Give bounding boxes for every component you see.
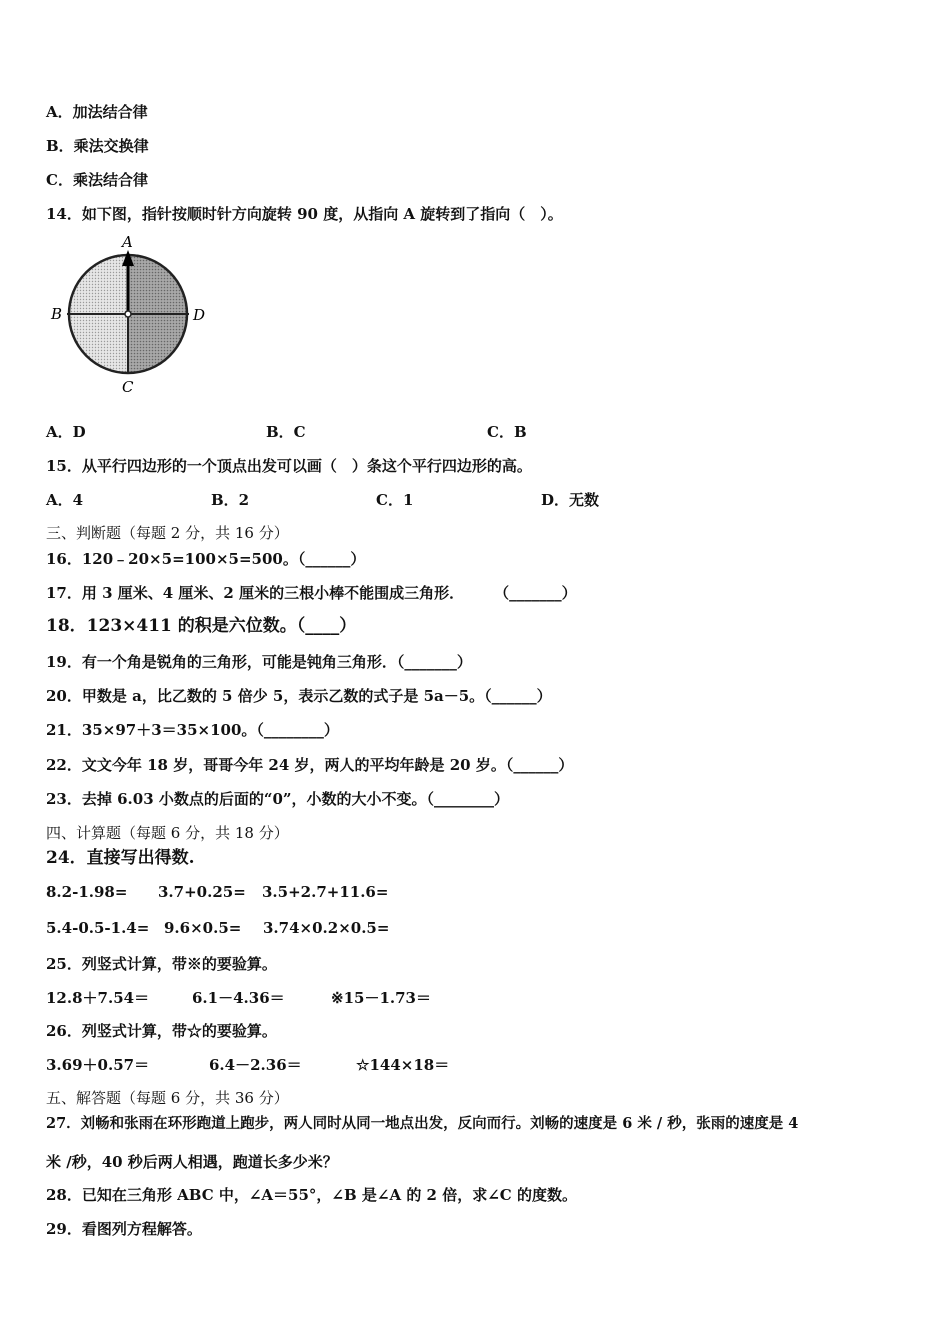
center-pivot — [125, 311, 131, 317]
q24-r1-item2: 3.7+0.25= — [158, 883, 246, 901]
q29: 29．看图列方程解答。 — [46, 1220, 202, 1238]
section5-heading: 五、解答题（每题 6 分，共 36 分） — [46, 1089, 289, 1107]
label-c: C — [122, 378, 134, 396]
q13-option-b: B．乘法交换律 — [46, 137, 149, 155]
q14-option-b: B．C — [266, 423, 306, 441]
q26-stem: 26．列竖式计算，带☆的要验算。 — [46, 1022, 277, 1040]
q25-stem: 25．列竖式计算，带※的要验算。 — [46, 955, 277, 973]
q15-option-b: B．2 — [211, 491, 250, 509]
q17: 17．用 3 厘米、4 厘米、2 厘米的三根小棒不能围成三角形． （_______） — [46, 584, 577, 602]
q14-circle-figure — [46, 232, 216, 397]
q24-stem: 24．直接写出得数. — [46, 848, 195, 868]
q27-line2: 米 /秒，40 秒后两人相遇，跑道长多少米？ — [46, 1153, 338, 1171]
q15-option-a: A．4 — [46, 491, 84, 509]
q25-item2: 6.1－4.36＝ — [192, 989, 285, 1007]
q16: 16．120﹣20×5=100×5=500。（______） — [46, 550, 366, 568]
q23: 23．去掉 6.03 小数点的后面的“0”，小数的大小不变。（________） — [46, 790, 510, 808]
q19: 19．有一个角是锐角的三角形，可能是钝角三角形．（_______） — [46, 653, 472, 671]
q22: 22．文文今年 18 岁，哥哥今年 24 岁，两人的平均年龄是 20 岁。（______） — [46, 756, 574, 774]
q26-item2: 6.4－2.36＝ — [209, 1056, 302, 1074]
q13-option-a: A．加法结合律 — [46, 103, 148, 121]
q27-line1: 27．刘畅和张雨在环形跑道上跑步，两人同时从同一地点出发，反向而行。刘畅的速度是 6 米 / 秒，张雨的速度是 4 — [46, 1115, 799, 1132]
q26-item1: 3.69＋0.57＝ — [46, 1056, 150, 1074]
q24-r1-item1: 8.2-1.98= — [46, 883, 128, 901]
label-b: B — [51, 305, 63, 323]
q15-option-d: D．无数 — [541, 491, 600, 509]
q15-option-c: C．1 — [376, 491, 414, 509]
q14-stem: 14．如下图，指针按顺时针方向旋转 90 度，从指向 A 旋转到了指向（ ）。 — [46, 205, 563, 223]
q24-r2-item2: 9.6×0.5= — [164, 919, 242, 937]
q20: 20．甲数是 a，比乙数的 5 倍少 5，表示乙数的式子是 5a－5。（______） — [46, 687, 552, 705]
section3-heading: 三、判断题（每题 2 分，共 16 分） — [46, 524, 289, 542]
q24-r1-item3: 3.5+2.7+11.6= — [262, 883, 389, 901]
q14-option-a: A．D — [46, 423, 86, 441]
label-d: D — [193, 306, 206, 324]
q21: 21．35×97＋3＝35×100。（________） — [46, 721, 339, 739]
q25-item1: 12.8＋7.54＝ — [46, 989, 150, 1007]
section4-heading: 四、计算题（每题 6 分，共 18 分） — [46, 824, 289, 842]
q25-item3: ※15－1.73＝ — [331, 989, 431, 1007]
q24-r2-item1: 5.4-0.5-1.4= — [46, 919, 150, 937]
q13-option-c: C．乘法结合律 — [46, 171, 148, 189]
label-a: A — [122, 233, 133, 251]
q24-r2-item3: 3.74×0.2×0.5= — [263, 919, 390, 937]
q28: 28．已知在三角形 ABC 中，∠A＝55°，∠B 是∠A 的 2 倍，求∠C 的度数。 — [46, 1186, 577, 1204]
q26-item3: ☆144×18＝ — [356, 1056, 450, 1074]
q14-option-c: C．B — [487, 423, 527, 441]
q18: 18．123×411 的积是六位数。（____） — [46, 616, 357, 636]
q15-stem: 15．从平行四边形的一个顶点出发可以画（ ）条这个平行四边形的高。 — [46, 457, 532, 475]
